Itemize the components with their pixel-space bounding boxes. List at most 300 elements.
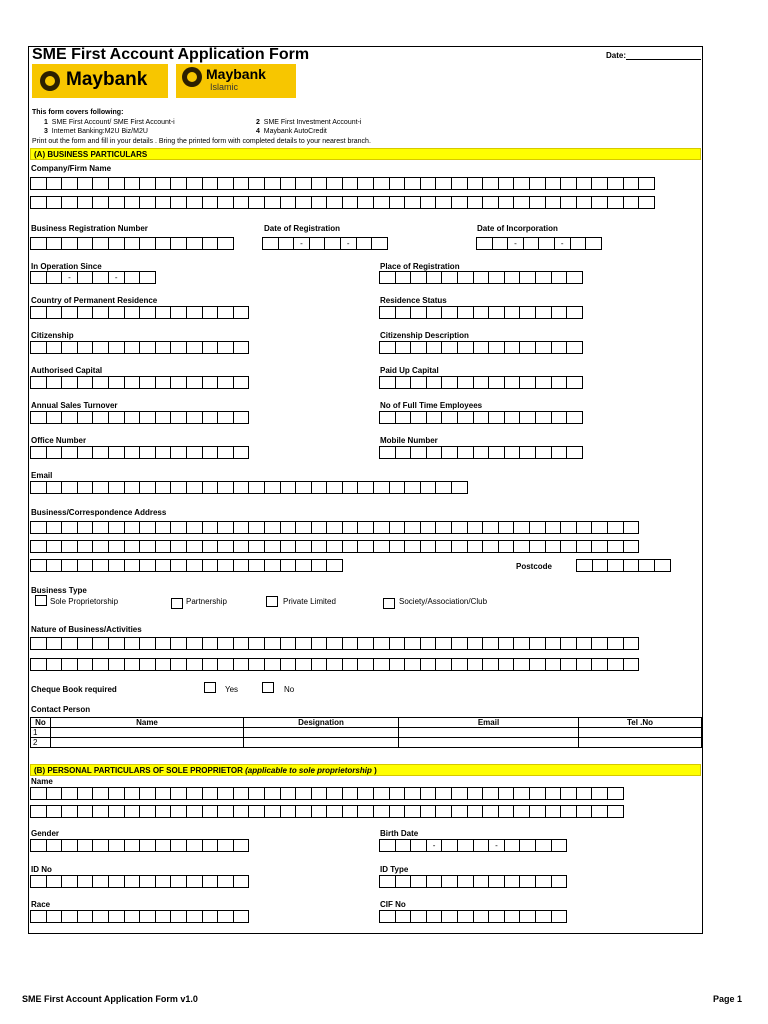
char-box[interactable] xyxy=(607,658,624,671)
char-box[interactable] xyxy=(426,376,443,389)
char-box[interactable] xyxy=(139,637,156,650)
char-box[interactable] xyxy=(30,237,47,250)
char-box[interactable] xyxy=(488,271,505,284)
char-box[interactable] xyxy=(529,521,546,534)
char-box[interactable] xyxy=(513,521,530,534)
char-box[interactable] xyxy=(155,658,172,671)
char-box[interactable] xyxy=(264,787,281,800)
char-box[interactable] xyxy=(77,805,94,818)
char-box[interactable] xyxy=(356,237,373,250)
char-box[interactable] xyxy=(326,540,343,553)
char-box[interactable] xyxy=(420,540,437,553)
char-box[interactable] xyxy=(61,805,78,818)
char-box[interactable] xyxy=(77,787,94,800)
char-box[interactable] xyxy=(46,177,63,190)
char-box[interactable] xyxy=(124,540,141,553)
char-box[interactable] xyxy=(124,910,141,923)
char-box[interactable] xyxy=(202,376,219,389)
char-box[interactable] xyxy=(202,540,219,553)
char-box[interactable] xyxy=(404,196,421,209)
char-box[interactable] xyxy=(124,521,141,534)
char-box[interactable] xyxy=(124,805,141,818)
char-box[interactable] xyxy=(77,411,94,424)
char-box[interactable] xyxy=(155,559,172,572)
char-box[interactable] xyxy=(488,411,505,424)
company-name-row2[interactable] xyxy=(30,196,654,209)
char-box[interactable] xyxy=(513,658,530,671)
char-box[interactable] xyxy=(576,196,593,209)
char-box[interactable] xyxy=(457,411,474,424)
char-box[interactable] xyxy=(77,237,94,250)
char-box[interactable] xyxy=(77,637,94,650)
char-box[interactable] xyxy=(535,306,552,319)
char-box[interactable] xyxy=(61,521,78,534)
char-box[interactable] xyxy=(357,540,374,553)
char-box[interactable] xyxy=(61,196,78,209)
char-box[interactable] xyxy=(566,271,583,284)
char-box[interactable] xyxy=(379,341,396,354)
char-box[interactable] xyxy=(139,341,156,354)
char-box[interactable] xyxy=(155,376,172,389)
char-box[interactable] xyxy=(186,446,203,459)
char-box[interactable] xyxy=(217,341,234,354)
char-box[interactable] xyxy=(357,521,374,534)
char-box[interactable] xyxy=(435,637,452,650)
char-box[interactable] xyxy=(551,376,568,389)
nature-row1[interactable] xyxy=(30,637,638,650)
char-box[interactable] xyxy=(504,446,521,459)
char-box[interactable] xyxy=(30,306,47,319)
char-box[interactable] xyxy=(155,637,172,650)
char-box[interactable] xyxy=(535,910,552,923)
char-box[interactable] xyxy=(451,658,468,671)
char-box[interactable] xyxy=(139,910,156,923)
society-checkbox[interactable] xyxy=(383,598,395,609)
char-box[interactable] xyxy=(108,540,125,553)
char-box[interactable] xyxy=(61,637,78,650)
char-box[interactable] xyxy=(155,910,172,923)
b-name-row2[interactable] xyxy=(30,805,623,818)
citizenship-boxes[interactable] xyxy=(30,341,248,354)
char-box[interactable] xyxy=(170,910,187,923)
char-box[interactable] xyxy=(551,446,568,459)
char-box[interactable] xyxy=(420,177,437,190)
char-box[interactable] xyxy=(373,481,390,494)
char-box[interactable] xyxy=(233,559,250,572)
char-box[interactable] xyxy=(389,658,406,671)
char-box[interactable] xyxy=(46,521,63,534)
char-box[interactable] xyxy=(30,875,47,888)
char-box[interactable] xyxy=(139,271,156,284)
char-box[interactable] xyxy=(551,271,568,284)
char-box[interactable] xyxy=(108,559,125,572)
char-box[interactable] xyxy=(373,787,390,800)
char-box[interactable] xyxy=(92,839,109,852)
char-box[interactable] xyxy=(457,446,474,459)
char-box[interactable] xyxy=(467,521,484,534)
char-box[interactable] xyxy=(46,805,63,818)
name-cell[interactable] xyxy=(51,728,244,738)
char-box[interactable] xyxy=(410,411,427,424)
char-box[interactable] xyxy=(545,787,562,800)
char-box[interactable] xyxy=(170,446,187,459)
char-box[interactable] xyxy=(395,271,412,284)
char-box[interactable] xyxy=(435,177,452,190)
char-box[interactable] xyxy=(451,637,468,650)
char-box[interactable] xyxy=(389,805,406,818)
char-box[interactable] xyxy=(248,540,265,553)
char-box[interactable] xyxy=(435,196,452,209)
char-box[interactable] xyxy=(124,376,141,389)
char-box[interactable] xyxy=(457,875,474,888)
char-box[interactable] xyxy=(124,787,141,800)
char-box[interactable] xyxy=(92,910,109,923)
char-box[interactable] xyxy=(373,658,390,671)
char-box[interactable] xyxy=(357,481,374,494)
char-box[interactable] xyxy=(30,271,47,284)
char-box[interactable] xyxy=(482,637,499,650)
char-box[interactable] xyxy=(451,521,468,534)
char-box[interactable] xyxy=(61,875,78,888)
char-box[interactable] xyxy=(410,839,427,852)
char-box[interactable] xyxy=(202,910,219,923)
char-box[interactable] xyxy=(61,481,78,494)
char-box[interactable] xyxy=(373,637,390,650)
char-box[interactable] xyxy=(504,875,521,888)
char-box[interactable] xyxy=(473,411,490,424)
char-box[interactable] xyxy=(535,341,552,354)
char-box[interactable] xyxy=(46,658,63,671)
char-box[interactable] xyxy=(233,839,250,852)
paid-capital-boxes[interactable] xyxy=(379,376,582,389)
char-box[interactable] xyxy=(217,237,234,250)
char-box[interactable] xyxy=(519,839,536,852)
char-box[interactable] xyxy=(139,540,156,553)
char-box[interactable] xyxy=(202,237,219,250)
char-box[interactable] xyxy=(420,787,437,800)
char-box[interactable] xyxy=(295,787,312,800)
char-box[interactable] xyxy=(441,411,458,424)
char-box[interactable] xyxy=(186,177,203,190)
postcode-boxes[interactable] xyxy=(576,559,670,572)
char-box[interactable] xyxy=(233,341,250,354)
char-box[interactable] xyxy=(519,341,536,354)
char-box[interactable] xyxy=(566,411,583,424)
char-box[interactable] xyxy=(170,540,187,553)
char-box[interactable] xyxy=(435,658,452,671)
char-box[interactable] xyxy=(248,805,265,818)
char-box[interactable] xyxy=(426,910,443,923)
char-box[interactable] xyxy=(264,658,281,671)
char-box[interactable] xyxy=(139,658,156,671)
char-box[interactable] xyxy=(545,637,562,650)
char-box[interactable] xyxy=(357,787,374,800)
char-box[interactable] xyxy=(529,658,546,671)
char-box[interactable] xyxy=(139,521,156,534)
char-box[interactable] xyxy=(551,839,568,852)
char-box[interactable] xyxy=(108,341,125,354)
place-reg-boxes[interactable] xyxy=(379,271,582,284)
char-box[interactable] xyxy=(591,787,608,800)
char-box[interactable] xyxy=(264,481,281,494)
char-box[interactable] xyxy=(248,658,265,671)
char-box[interactable] xyxy=(108,787,125,800)
char-box[interactable] xyxy=(217,306,234,319)
char-box[interactable] xyxy=(77,658,94,671)
char-box[interactable] xyxy=(202,521,219,534)
char-box[interactable] xyxy=(108,805,125,818)
char-box[interactable] xyxy=(139,237,156,250)
char-box[interactable] xyxy=(373,521,390,534)
char-box[interactable] xyxy=(441,839,458,852)
char-box[interactable] xyxy=(124,637,141,650)
char-box[interactable] xyxy=(467,658,484,671)
char-box[interactable] xyxy=(124,306,141,319)
char-box[interactable] xyxy=(395,341,412,354)
char-box[interactable] xyxy=(264,559,281,572)
char-box[interactable] xyxy=(473,376,490,389)
char-box[interactable] xyxy=(326,481,343,494)
char-box[interactable] xyxy=(342,481,359,494)
char-box[interactable] xyxy=(545,805,562,818)
char-box[interactable] xyxy=(560,196,577,209)
email-cell[interactable] xyxy=(399,738,579,748)
char-box[interactable] xyxy=(30,540,47,553)
char-box[interactable] xyxy=(155,306,172,319)
char-box[interactable] xyxy=(46,306,63,319)
char-box[interactable] xyxy=(326,521,343,534)
char-box[interactable] xyxy=(46,481,63,494)
char-box[interactable] xyxy=(202,559,219,572)
char-box[interactable] xyxy=(451,177,468,190)
char-box[interactable] xyxy=(607,540,624,553)
char-box[interactable] xyxy=(420,805,437,818)
char-box[interactable] xyxy=(170,411,187,424)
char-box[interactable] xyxy=(30,521,47,534)
char-box[interactable] xyxy=(529,177,546,190)
address-row1[interactable] xyxy=(30,521,638,534)
char-box[interactable] xyxy=(535,376,552,389)
char-box[interactable] xyxy=(46,559,63,572)
char-box[interactable] xyxy=(585,237,602,250)
char-box[interactable] xyxy=(202,196,219,209)
char-box[interactable] xyxy=(457,839,474,852)
char-box[interactable] xyxy=(551,411,568,424)
char-box[interactable] xyxy=(139,481,156,494)
char-box[interactable] xyxy=(395,376,412,389)
char-box[interactable] xyxy=(186,559,203,572)
char-box[interactable] xyxy=(77,559,94,572)
address-row2[interactable] xyxy=(30,540,638,553)
char-box[interactable] xyxy=(92,196,109,209)
char-box[interactable] xyxy=(46,875,63,888)
char-box[interactable] xyxy=(311,637,328,650)
char-box[interactable] xyxy=(379,376,396,389)
char-box[interactable] xyxy=(451,481,468,494)
char-box[interactable] xyxy=(155,196,172,209)
char-box[interactable] xyxy=(311,196,328,209)
char-box[interactable] xyxy=(498,521,515,534)
char-box[interactable] xyxy=(435,540,452,553)
char-box[interactable] xyxy=(30,481,47,494)
char-box[interactable] xyxy=(46,637,63,650)
char-box[interactable] xyxy=(280,787,297,800)
char-box[interactable] xyxy=(342,787,359,800)
char-box[interactable] xyxy=(233,787,250,800)
char-box[interactable] xyxy=(420,481,437,494)
char-box[interactable] xyxy=(139,446,156,459)
char-box[interactable] xyxy=(170,839,187,852)
char-box[interactable] xyxy=(311,540,328,553)
char-box[interactable] xyxy=(342,521,359,534)
char-box[interactable] xyxy=(371,237,388,250)
private-limited-checkbox[interactable] xyxy=(266,596,278,607)
char-box[interactable] xyxy=(92,658,109,671)
char-box[interactable] xyxy=(498,196,515,209)
char-box[interactable] xyxy=(46,237,63,250)
char-box[interactable] xyxy=(217,805,234,818)
char-box[interactable] xyxy=(155,446,172,459)
designation-cell[interactable] xyxy=(244,738,399,748)
char-box[interactable] xyxy=(379,839,396,852)
char-box[interactable] xyxy=(186,875,203,888)
char-box[interactable] xyxy=(535,446,552,459)
mobile-no-boxes[interactable] xyxy=(379,446,582,459)
race-boxes[interactable] xyxy=(30,910,248,923)
char-box[interactable] xyxy=(504,910,521,923)
char-box[interactable] xyxy=(92,521,109,534)
char-box[interactable] xyxy=(264,805,281,818)
char-box[interactable] xyxy=(202,839,219,852)
char-box[interactable] xyxy=(108,376,125,389)
char-box[interactable] xyxy=(326,559,343,572)
char-box[interactable] xyxy=(357,177,374,190)
char-box[interactable] xyxy=(170,306,187,319)
char-box[interactable] xyxy=(379,446,396,459)
char-box[interactable] xyxy=(108,196,125,209)
char-box[interactable] xyxy=(233,875,250,888)
char-box[interactable] xyxy=(513,637,530,650)
char-box[interactable] xyxy=(551,910,568,923)
char-box[interactable] xyxy=(545,196,562,209)
company-name-row1[interactable] xyxy=(30,177,654,190)
char-box[interactable] xyxy=(457,910,474,923)
char-box[interactable] xyxy=(457,271,474,284)
char-box[interactable] xyxy=(538,237,555,250)
char-box[interactable] xyxy=(560,521,577,534)
char-box[interactable] xyxy=(217,177,234,190)
char-box[interactable] xyxy=(202,787,219,800)
char-box[interactable] xyxy=(476,237,493,250)
char-box[interactable] xyxy=(46,376,63,389)
char-box[interactable] xyxy=(551,306,568,319)
char-box[interactable] xyxy=(139,875,156,888)
char-box[interactable] xyxy=(108,481,125,494)
char-box[interactable] xyxy=(217,521,234,534)
char-box[interactable] xyxy=(108,411,125,424)
char-box[interactable] xyxy=(426,341,443,354)
auth-capital-boxes[interactable] xyxy=(30,376,248,389)
char-box[interactable] xyxy=(92,481,109,494)
char-box[interactable] xyxy=(295,521,312,534)
char-box[interactable] xyxy=(280,196,297,209)
char-box[interactable] xyxy=(410,306,427,319)
char-box[interactable] xyxy=(607,559,624,572)
char-box[interactable] xyxy=(519,306,536,319)
cif-boxes[interactable] xyxy=(379,910,566,923)
char-box[interactable] xyxy=(295,637,312,650)
char-box[interactable] xyxy=(92,787,109,800)
char-box[interactable] xyxy=(623,177,640,190)
char-box[interactable] xyxy=(155,839,172,852)
char-box[interactable] xyxy=(170,637,187,650)
char-box[interactable] xyxy=(457,306,474,319)
char-box[interactable] xyxy=(560,540,577,553)
char-box[interactable] xyxy=(124,237,141,250)
char-box[interactable] xyxy=(61,540,78,553)
char-box[interactable] xyxy=(420,637,437,650)
char-box[interactable] xyxy=(77,177,94,190)
char-box[interactable] xyxy=(576,540,593,553)
char-box[interactable] xyxy=(124,177,141,190)
char-box[interactable] xyxy=(92,637,109,650)
char-box[interactable] xyxy=(61,559,78,572)
char-box[interactable] xyxy=(92,411,109,424)
char-box[interactable] xyxy=(46,540,63,553)
char-box[interactable] xyxy=(280,559,297,572)
char-box[interactable] xyxy=(233,805,250,818)
char-box[interactable] xyxy=(326,658,343,671)
char-box[interactable] xyxy=(504,341,521,354)
char-box[interactable] xyxy=(482,196,499,209)
b-name-row1[interactable] xyxy=(30,787,623,800)
char-box[interactable] xyxy=(535,271,552,284)
char-box[interactable] xyxy=(217,540,234,553)
char-box[interactable] xyxy=(529,540,546,553)
char-box[interactable] xyxy=(92,805,109,818)
char-box[interactable] xyxy=(592,559,609,572)
char-box[interactable] xyxy=(30,411,47,424)
char-box[interactable] xyxy=(170,481,187,494)
brn-boxes[interactable] xyxy=(30,237,233,250)
char-box[interactable] xyxy=(607,787,624,800)
char-box[interactable] xyxy=(535,411,552,424)
char-box[interactable] xyxy=(46,910,63,923)
char-box[interactable] xyxy=(623,196,640,209)
char-box[interactable] xyxy=(342,805,359,818)
char-box[interactable] xyxy=(202,637,219,650)
char-box[interactable] xyxy=(124,875,141,888)
char-box[interactable] xyxy=(576,559,593,572)
char-box[interactable] xyxy=(30,196,47,209)
char-box[interactable] xyxy=(280,658,297,671)
char-box[interactable] xyxy=(77,540,94,553)
char-box[interactable] xyxy=(61,376,78,389)
char-box[interactable] xyxy=(482,787,499,800)
char-box[interactable] xyxy=(108,910,125,923)
char-box[interactable] xyxy=(108,237,125,250)
char-box[interactable] xyxy=(264,177,281,190)
char-box[interactable] xyxy=(124,559,141,572)
char-box[interactable] xyxy=(373,540,390,553)
char-box[interactable] xyxy=(545,540,562,553)
char-box[interactable] xyxy=(264,196,281,209)
char-box[interactable] xyxy=(217,658,234,671)
char-box[interactable] xyxy=(61,787,78,800)
char-box[interactable] xyxy=(591,540,608,553)
char-box[interactable] xyxy=(92,875,109,888)
char-box[interactable] xyxy=(280,177,297,190)
